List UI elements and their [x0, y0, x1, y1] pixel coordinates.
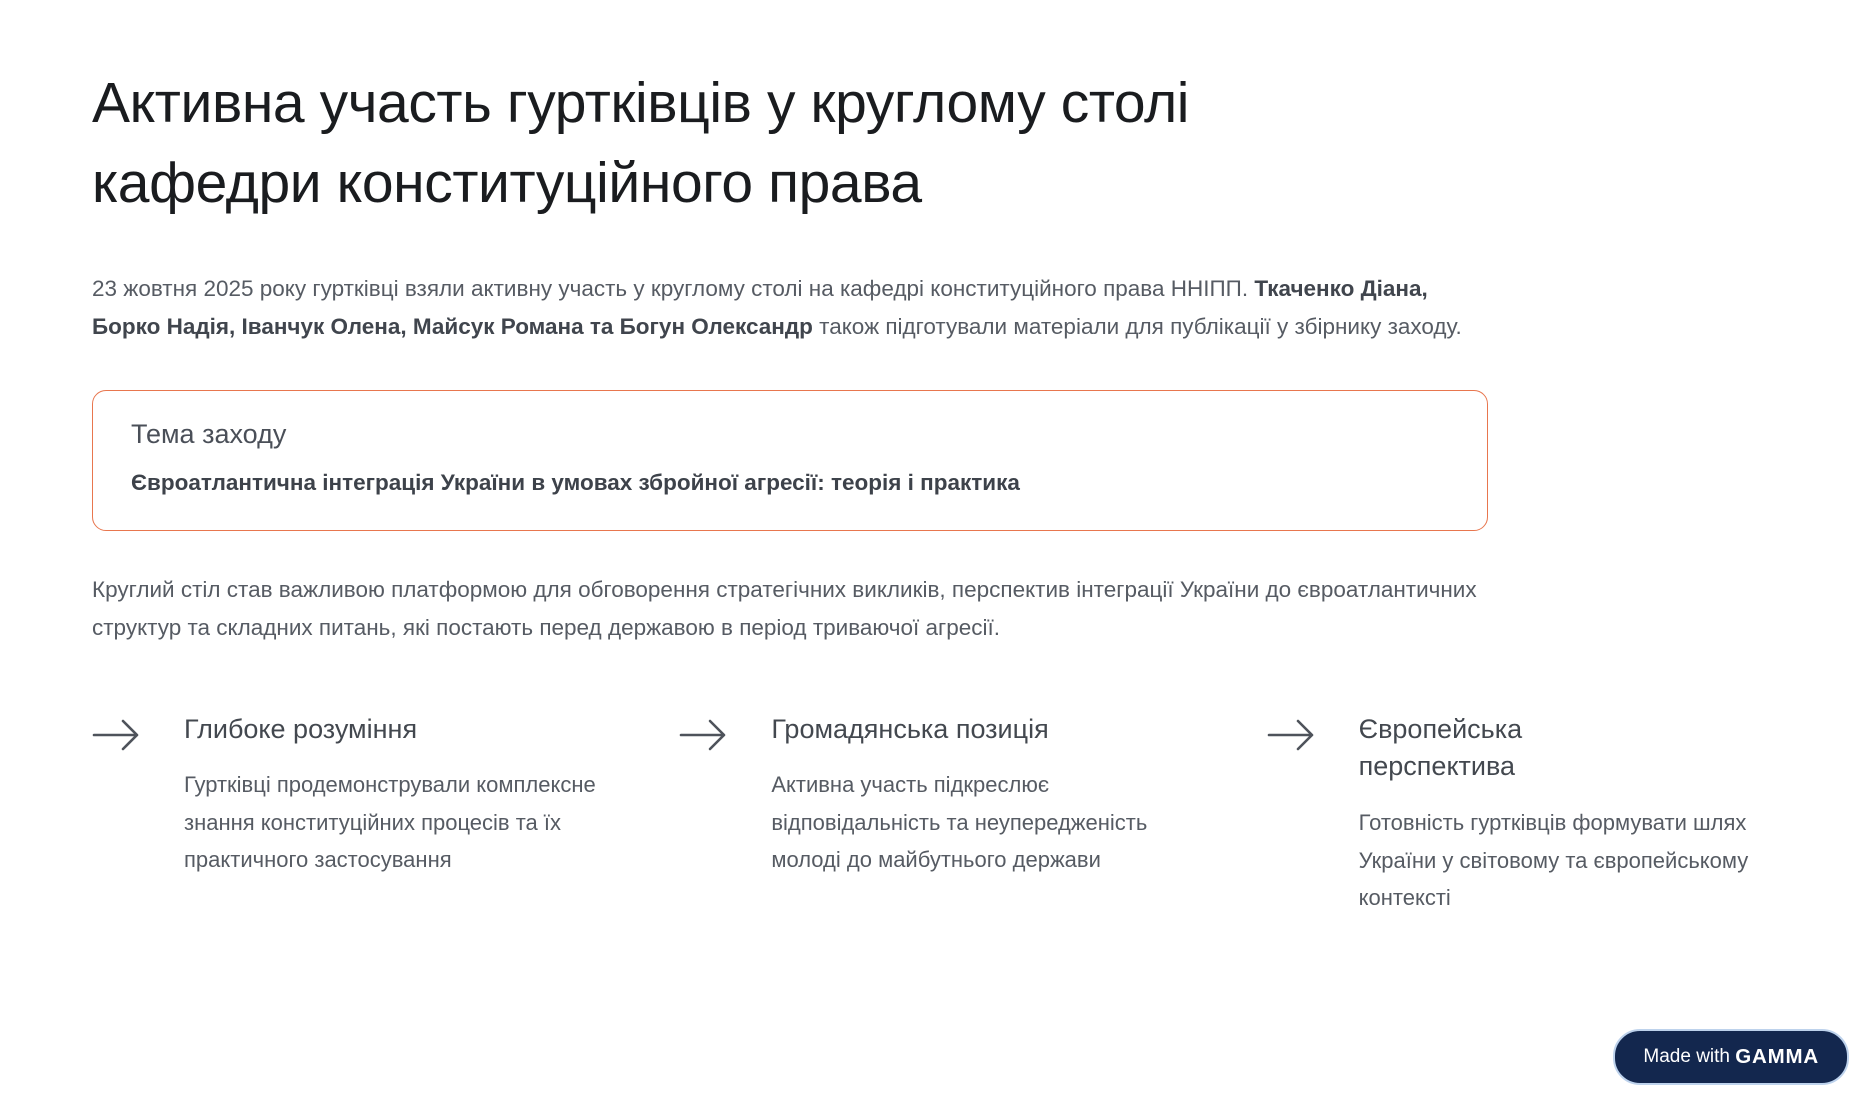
feature-text: Готовність гуртківців формувати шлях України у світовому та європейському контексті — [1358, 810, 1749, 911]
gamma-logo: GAMMA — [1735, 1045, 1819, 1068]
topic-box-text: Євроатлантична інтеграція України в умовах збройної агресії: теорія і практика — [131, 469, 1020, 495]
topic-box — [92, 390, 1488, 531]
feature-text: Активна участь підкреслює відповідальність та неупередженість молоді до майбутнього держави — [771, 772, 1148, 873]
arrow-right-icon — [1267, 718, 1315, 757]
intro-participant-names: Ткаченко Діана, Борко Надія, Іванчук Олена, Майсук Романа та Богун Олександр — [92, 275, 1428, 339]
feature-content — [184, 711, 609, 879]
feature-content — [771, 711, 1196, 879]
description-paragraph: Круглий стіл став важливою платформою для обговорення стратегічних викликів, перспектив інтеграції України до євроатлантичних структур та складних питань, які постають перед державою в період триваючої агресії. — [92, 576, 1477, 640]
page-title: Активна участь гуртківців у круглому столі кафедри конституційного права — [92, 71, 1190, 215]
intro-text-before: 23 жовтня 2025 року гуртківці взяли активну участь у круглому столі на кафедрі конституційного права ННІПП. — [92, 275, 1255, 301]
feature-item — [92, 711, 609, 917]
topic-box-heading: Тема заходу — [131, 418, 287, 449]
feature-content — [1359, 711, 1784, 917]
intro-paragraph — [92, 270, 1492, 346]
made-with-gamma-badge[interactable] — [1613, 1029, 1849, 1085]
feature-title: Європейська перспектива — [1358, 713, 1523, 782]
feature-title: Громадянська позиція — [771, 713, 1049, 744]
badge-prefix-text: Made with — [1643, 1046, 1736, 1067]
arrow-right-icon — [679, 718, 727, 757]
intro-text-after: також підготували матеріали для публікації у збірнику заходу. — [812, 313, 1462, 339]
feature-title: Глибоке розуміння — [184, 713, 418, 744]
feature-text: Гуртківці продемонстрували комплексне знання конституційних процесів та їх практичного застосування — [184, 772, 596, 873]
features-grid — [92, 711, 1784, 917]
arrow-right-icon — [92, 718, 140, 757]
feature-item — [679, 711, 1196, 917]
feature-item — [1267, 711, 1784, 917]
